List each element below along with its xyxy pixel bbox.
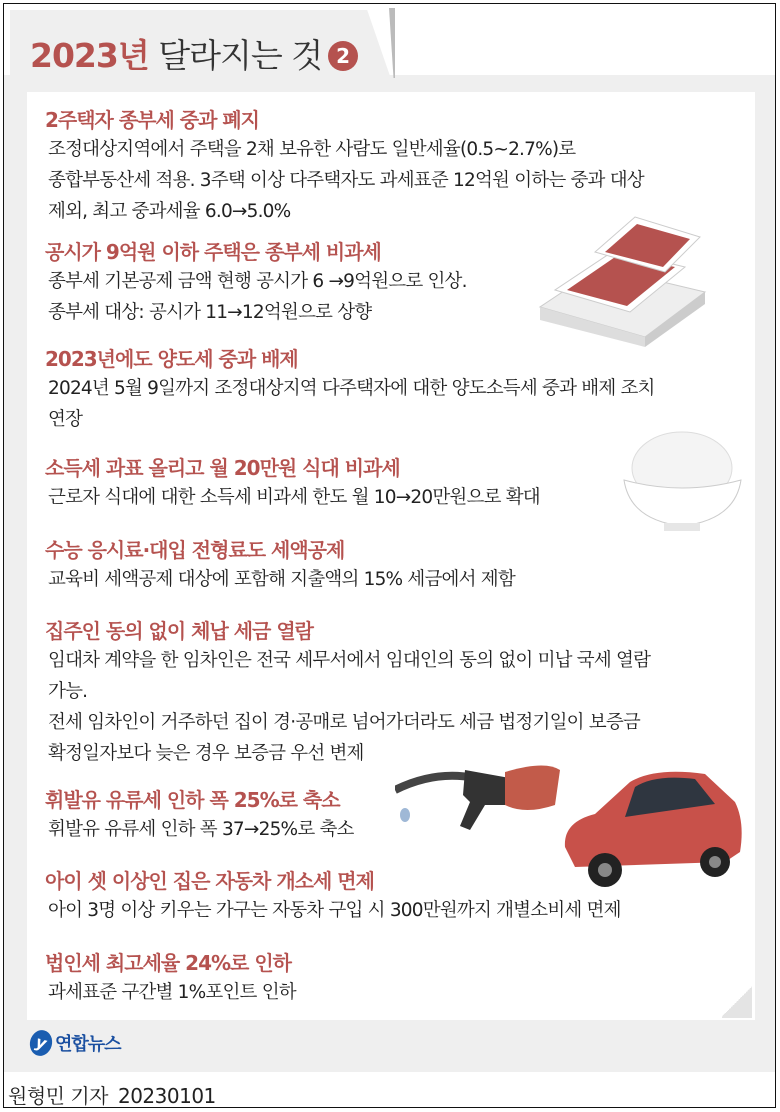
section xyxy=(45,534,515,595)
fuel-nozzle-icon xyxy=(395,760,565,845)
section-text-line: 2024년 5월 9일까지 조정대상지역 다주택자에 대한 양도소득세 중과 배제 조치 xyxy=(48,378,655,399)
section-heading: 소득세 과표 올리고 월 20만원 식대 비과세 xyxy=(45,456,400,480)
section-text-line: 임대차 계약을 한 임차인은 전국 세무서에서 임대인의 동의 없이 미납 국세 열람 xyxy=(48,650,651,671)
section xyxy=(45,452,540,513)
title-text: 달라지는 것 xyxy=(158,36,323,75)
section-text-line: 종합부동산세 적용. 3주택 이상 다주택자도 과세표준 12억원 이하는 중과 대상 xyxy=(48,170,644,191)
section-text-line: 전세 임차인이 거주하던 집이 경·공매로 넘어가더라도 세금 법정기일이 보증금 xyxy=(48,712,641,733)
section-heading: 2주택자 종부세 중과 폐지 xyxy=(45,108,260,132)
money-stack-icon xyxy=(535,212,710,347)
section-text-line: 제외, 최고 중과세율 6.0→5.0% xyxy=(48,201,291,222)
section-text-line: 확정일자보다 늦은 경우 보증금 우선 변제 xyxy=(48,743,364,764)
section-text-line: 종부세 기본공제 금액 현행 공시가 6 →9억원으로 인상. xyxy=(48,271,467,292)
section-text-line: 아이 3명 이상 키우는 가구는 자동차 구입 시 300만원까지 개별소비세 면제 xyxy=(48,900,621,921)
reporter: 원형민 기자 xyxy=(8,1084,108,1108)
yonhap-logo xyxy=(30,1030,121,1056)
section-heading: 아이 셋 이상인 집은 자동차 개소세 면제 xyxy=(45,869,374,893)
rice-bowl-icon xyxy=(620,428,745,533)
section-text-line: 근로자 식대에 대한 소득세 비과세 한도 월 10→20만원으로 확대 xyxy=(48,487,540,508)
page-fold xyxy=(722,985,752,1018)
section-text-line: 종부세 대상: 공시가 11→12억원으로 상향 xyxy=(48,302,372,323)
car-icon xyxy=(555,762,747,892)
part-badge: 2 xyxy=(328,41,358,71)
byline xyxy=(8,1080,216,1109)
section-heading: 법인세 최고세율 24%로 인하 xyxy=(45,951,291,975)
section-text-line: 조정대상지역에서 주택을 2채 보유한 사람도 일반세율(0.5~2.7%)로 xyxy=(48,139,576,160)
section xyxy=(45,236,467,328)
yonhap-logo-icon: y xyxy=(27,1028,55,1059)
title-year: 2023년 xyxy=(30,36,149,75)
section xyxy=(45,947,296,1008)
section-text-line: 휘발유 유류세 인하 폭 37→25%로 축소 xyxy=(48,819,354,840)
logo-text: 연합뉴스 xyxy=(55,1034,121,1055)
section-heading: 2023년에도 양도세 중과 배제 xyxy=(45,347,298,371)
section-text-line: 교육비 세액공제 대상에 포함해 지출액의 15% 세금에서 제함 xyxy=(48,569,515,590)
section-heading: 집주인 동의 없이 체납 세금 열람 xyxy=(45,619,313,643)
section xyxy=(45,784,354,845)
page-title xyxy=(30,30,358,77)
section xyxy=(45,343,655,435)
section-heading: 공시가 9억원 이하 주택은 종부세 비과세 xyxy=(45,240,381,264)
section-text-line: 가능. xyxy=(48,681,88,702)
section-heading: 수능 응시료·대입 전형료도 세액공제 xyxy=(45,538,345,562)
section-heading: 휘발유 유류세 인하 폭 25%로 축소 xyxy=(45,788,340,812)
section xyxy=(45,615,650,769)
date: 20230101 xyxy=(117,1084,216,1108)
section xyxy=(45,865,621,926)
section xyxy=(45,104,644,227)
section-text-line: 과세표준 구간별 1%포인트 인하 xyxy=(48,982,296,1003)
section-text-line: 연장 xyxy=(48,409,83,430)
